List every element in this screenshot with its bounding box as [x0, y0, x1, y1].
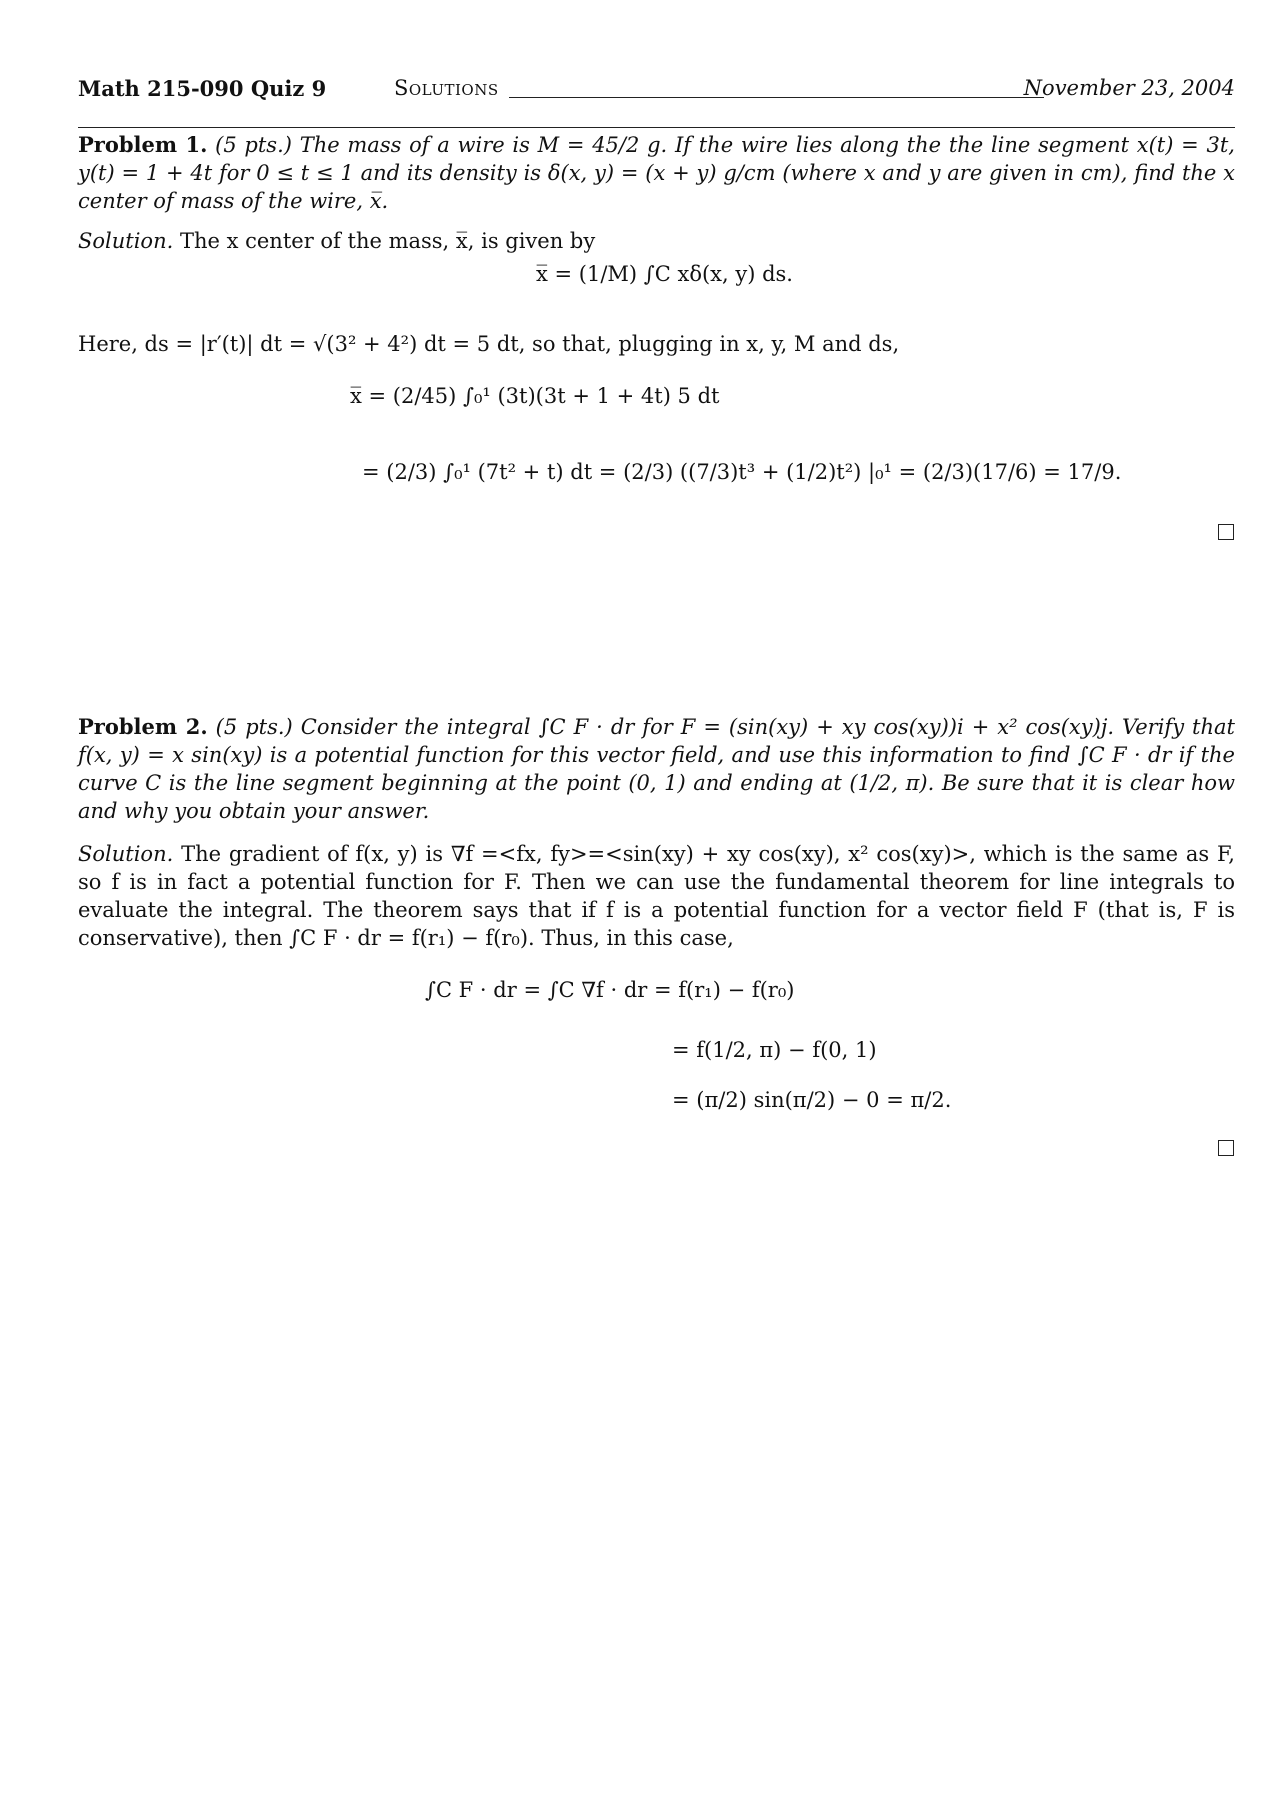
problem2-text: Consider the integral ∫C F · dr for F = (sin(xy) + xy cos(xy))i + x² cos(xy)j. Verify that f(x, y) = x sin(xy) is a potential function for this vector field, and use this information to find ∫C F · dr if the curve C is the line segment beginning at the point (0, 1) and ending at (1/2, π). Be sure that it is clear how and why you obtain your answer. [78, 715, 1235, 823]
solutions-label: Solutions [394, 76, 499, 100]
problem1-qed-box [1218, 524, 1234, 540]
problem1-equation-2-line-1: x̅ = (2/45) ∫₀¹ (3t)(3t + 1 + 4t) 5 dt [350, 384, 720, 408]
course-title: Math 215-090 Quiz 9 [78, 76, 327, 101]
problem1-equation-1: x̅ = (1/M) ∫C xδ(x, y) ds. [536, 262, 793, 286]
problem1-here-text: Here, ds = |r′(t)| dt = √(3² + 4²) dt = 5 dt, so that, plugging in x, y, M and ds, [78, 332, 900, 356]
problem1-solution-intro [78, 227, 1235, 255]
problem2-solution-label: Solution. [78, 842, 174, 866]
problem1-text: The mass of a wire is M = 45/2 g. If the wire lies along the the line segment x(t) = 3t, y(t) = 1 + 4t for 0 ≤ t ≤ 1 and its density is δ(x, y) = (x + y) g/cm (where x and y are given in cm), find the x center of mass of the wire, x̅. [78, 133, 1235, 213]
problem1-label: Problem 1. [78, 132, 208, 157]
problem1-solution-label: Solution. [78, 229, 174, 253]
problem2-label: Problem 2. [78, 714, 208, 739]
problem2-qed-box [1218, 1140, 1234, 1156]
problem1-points: (5 pts.) [215, 133, 292, 157]
problem1-equation-2-line-2: = (2/3) ∫₀¹ (7t² + t) dt = (2/3) ((7/3)t³ + (1/2)t²) |₀¹ = (2/3)(17/6) = 17/9. [362, 460, 1122, 484]
quiz-date: November 23, 2004 [1023, 76, 1235, 100]
problem2-solution-text: The gradient of f(x, y) is ∇f =<fx, fy>=<sin(xy) + xy cos(xy), x² cos(xy)>, which is the same as F, so f is in fact a potential function for F. Then we can use the fundamental theorem for line integrals to evaluate the integral. The theorem says that if f is a potential function for a vector field F (that is, F is conservative), then ∫C F · dr = f(r₁) − f(r₀). Thus, in this case, [78, 842, 1235, 950]
problem2-solution [78, 840, 1235, 952]
problem1-solution-intro-text: The x center of the mass, x̅, is given by [179, 229, 596, 253]
problem2-equation-line-1: ∫C F · dr = ∫C ∇f · dr = f(r₁) − f(r₀) [425, 978, 795, 1002]
problem2-equation-line-2: = f(1/2, π) − f(0, 1) [672, 1038, 877, 1062]
problem1-statement [78, 131, 1235, 215]
name-blank-line [509, 97, 1044, 98]
header-rule [78, 127, 1235, 128]
problem2-equation-line-3: = (π/2) sin(π/2) − 0 = π/2. [672, 1088, 952, 1112]
problem2-statement [78, 713, 1235, 825]
problem2-points: (5 pts.) [215, 715, 293, 739]
header [78, 76, 1235, 110]
